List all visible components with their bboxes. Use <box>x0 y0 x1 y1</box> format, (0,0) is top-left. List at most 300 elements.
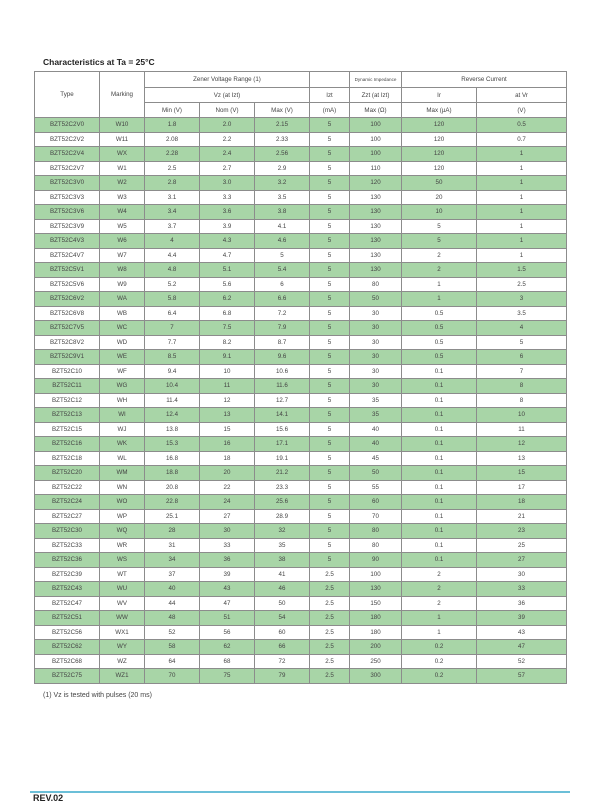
cell-vz-max: 60 <box>255 625 310 640</box>
cell-vz-min: 18.8 <box>145 466 200 481</box>
header-min: Min (V) <box>145 103 200 118</box>
cell-zzt-max: 30 <box>350 379 402 394</box>
characteristics-table <box>34 71 567 684</box>
cell-vz-nom: 36 <box>200 553 255 568</box>
header-izt-unit: (mA) <box>310 103 350 118</box>
cell-zzt-max: 130 <box>350 582 402 597</box>
cell-vz-max: 2.56 <box>255 147 310 162</box>
cell-vz-min: 4 <box>145 234 200 249</box>
cell-type: BZT52C68 <box>35 654 100 669</box>
cell-vz-nom: 16 <box>200 437 255 452</box>
cell-vr: 13 <box>477 451 567 466</box>
cell-marking: WI <box>100 408 145 423</box>
cell-vz-nom: 62 <box>200 640 255 655</box>
cell-type: BZT52C4V3 <box>35 234 100 249</box>
cell-vz-nom: 5.6 <box>200 277 255 292</box>
cell-vr: 33 <box>477 582 567 597</box>
cell-vr: 10 <box>477 408 567 423</box>
cell-izt: 5 <box>310 321 350 336</box>
cell-izt: 5 <box>310 292 350 307</box>
table-row <box>35 306 567 321</box>
cell-vz-nom: 3.6 <box>200 205 255 220</box>
cell-zzt-max: 180 <box>350 611 402 626</box>
cell-vr: 1 <box>477 219 567 234</box>
cell-izt: 5 <box>310 335 350 350</box>
table-row <box>35 553 567 568</box>
cell-vz-nom: 47 <box>200 596 255 611</box>
cell-type: BZT52C18 <box>35 451 100 466</box>
cell-ir-max: 0.5 <box>402 321 477 336</box>
table-row <box>35 451 567 466</box>
cell-izt: 5 <box>310 176 350 191</box>
cell-zzt-max: 130 <box>350 205 402 220</box>
table-row <box>35 538 567 553</box>
cell-vr: 12 <box>477 437 567 452</box>
cell-vz-max: 6 <box>255 277 310 292</box>
cell-ir-max: 0.2 <box>402 640 477 655</box>
cell-marking: WC <box>100 321 145 336</box>
cell-type: BZT52C3V0 <box>35 176 100 191</box>
cell-ir-max: 0.1 <box>402 466 477 481</box>
cell-izt: 5 <box>310 190 350 205</box>
cell-vz-nom: 13 <box>200 408 255 423</box>
cell-ir-max: 20 <box>402 190 477 205</box>
table-row <box>35 277 567 292</box>
cell-vz-max: 14.1 <box>255 408 310 423</box>
cell-vz-max: 38 <box>255 553 310 568</box>
cell-vz-max: 12.7 <box>255 393 310 408</box>
cell-zzt-max: 130 <box>350 234 402 249</box>
cell-vz-nom: 11 <box>200 379 255 394</box>
cell-zzt-max: 35 <box>350 408 402 423</box>
cell-zzt-max: 55 <box>350 480 402 495</box>
cell-vz-min: 48 <box>145 611 200 626</box>
cell-izt: 5 <box>310 205 350 220</box>
cell-izt: 5 <box>310 350 350 365</box>
cell-vr: 4 <box>477 321 567 336</box>
cell-vz-max: 11.6 <box>255 379 310 394</box>
cell-vz-max: 6.6 <box>255 292 310 307</box>
cell-marking: W6 <box>100 234 145 249</box>
cell-ir-max: 0.1 <box>402 524 477 539</box>
cell-type: BZT52C12 <box>35 393 100 408</box>
header-zzt-unit: Max (Ω) <box>350 103 402 118</box>
cell-vz-min: 15.3 <box>145 437 200 452</box>
cell-marking: WG <box>100 379 145 394</box>
cell-ir-max: 0.1 <box>402 553 477 568</box>
cell-vz-min: 12.4 <box>145 408 200 423</box>
cell-type: BZT52C56 <box>35 625 100 640</box>
cell-izt: 5 <box>310 495 350 510</box>
cell-vz-max: 2.9 <box>255 161 310 176</box>
cell-vz-nom: 2.0 <box>200 118 255 133</box>
cell-type: BZT52C62 <box>35 640 100 655</box>
cell-zzt-max: 30 <box>350 335 402 350</box>
cell-vz-nom: 39 <box>200 567 255 582</box>
cell-izt: 5 <box>310 147 350 162</box>
cell-vr: 1.5 <box>477 263 567 278</box>
cell-vz-min: 58 <box>145 640 200 655</box>
cell-vz-min: 4.8 <box>145 263 200 278</box>
header-nom: Nom (V) <box>200 103 255 118</box>
cell-vz-max: 5 <box>255 248 310 263</box>
cell-ir-max: 50 <box>402 176 477 191</box>
cell-marking: W3 <box>100 190 145 205</box>
table-row <box>35 263 567 278</box>
table-row <box>35 640 567 655</box>
cell-marking: W10 <box>100 118 145 133</box>
cell-vz-max: 8.7 <box>255 335 310 350</box>
cell-type: BZT52C2V4 <box>35 147 100 162</box>
cell-vz-max: 2.15 <box>255 118 310 133</box>
cell-marking: W9 <box>100 277 145 292</box>
header-vr-unit: (V) <box>477 103 567 118</box>
cell-vz-nom: 6.2 <box>200 292 255 307</box>
cell-marking: WX1 <box>100 625 145 640</box>
table-row <box>35 408 567 423</box>
cell-vz-min: 8.5 <box>145 350 200 365</box>
cell-vz-nom: 2.2 <box>200 132 255 147</box>
cell-vr: 52 <box>477 654 567 669</box>
cell-vr: 1 <box>477 234 567 249</box>
cell-type: BZT52C47 <box>35 596 100 611</box>
cell-vr: 1 <box>477 161 567 176</box>
cell-marking: WP <box>100 509 145 524</box>
cell-vz-min: 25.1 <box>145 509 200 524</box>
cell-vr: 21 <box>477 509 567 524</box>
cell-izt: 2.5 <box>310 669 350 684</box>
cell-vz-max: 41 <box>255 567 310 582</box>
cell-vz-max: 4.1 <box>255 219 310 234</box>
table-row <box>35 422 567 437</box>
page-revision: REV.02 <box>33 793 64 803</box>
cell-vz-min: 13.8 <box>145 422 200 437</box>
cell-vz-max: 23.3 <box>255 480 310 495</box>
cell-vz-max: 79 <box>255 669 310 684</box>
cell-marking: WZ1 <box>100 669 145 684</box>
cell-marking: WZ <box>100 654 145 669</box>
cell-marking: W8 <box>100 263 145 278</box>
cell-marking: W4 <box>100 205 145 220</box>
cell-vz-min: 2.08 <box>145 132 200 147</box>
header-ir-unit: Max (µA) <box>402 103 477 118</box>
cell-vz-max: 5.4 <box>255 263 310 278</box>
cell-vz-nom: 7.5 <box>200 321 255 336</box>
cell-izt: 5 <box>310 248 350 263</box>
cell-izt: 5 <box>310 524 350 539</box>
cell-zzt-max: 30 <box>350 306 402 321</box>
cell-zzt-max: 110 <box>350 161 402 176</box>
cell-vz-max: 2.33 <box>255 132 310 147</box>
cell-ir-max: 0.5 <box>402 350 477 365</box>
cell-type: BZT52C36 <box>35 553 100 568</box>
footnote: (1) Vz is tested with pulses (20 ms) <box>43 692 152 699</box>
cell-ir-max: 0.1 <box>402 509 477 524</box>
cell-ir-max: 1 <box>402 611 477 626</box>
cell-ir-max: 0.1 <box>402 422 477 437</box>
table-row <box>35 379 567 394</box>
header-marking: Marking <box>100 72 145 118</box>
cell-marking: WF <box>100 364 145 379</box>
cell-type: BZT52C3V9 <box>35 219 100 234</box>
cell-marking: WT <box>100 567 145 582</box>
table-row <box>35 669 567 684</box>
cell-izt: 2.5 <box>310 611 350 626</box>
cell-zzt-max: 100 <box>350 132 402 147</box>
cell-izt: 5 <box>310 263 350 278</box>
cell-ir-max: 0.2 <box>402 669 477 684</box>
header-zzt: Zzt (at Izt) <box>350 88 402 103</box>
cell-vz-min: 16.8 <box>145 451 200 466</box>
cell-vr: 25 <box>477 538 567 553</box>
cell-vr: 1 <box>477 248 567 263</box>
table-row <box>35 147 567 162</box>
cell-ir-max: 120 <box>402 147 477 162</box>
cell-vr: 43 <box>477 625 567 640</box>
cell-izt: 2.5 <box>310 640 350 655</box>
cell-vr: 30 <box>477 567 567 582</box>
cell-vr: 1 <box>477 205 567 220</box>
cell-type: BZT52C3V3 <box>35 190 100 205</box>
table-row <box>35 466 567 481</box>
cell-vz-min: 20.8 <box>145 480 200 495</box>
cell-zzt-max: 120 <box>350 176 402 191</box>
cell-vz-max: 21.2 <box>255 466 310 481</box>
cell-izt: 5 <box>310 219 350 234</box>
cell-vz-min: 3.7 <box>145 219 200 234</box>
cell-type: BZT52C4V7 <box>35 248 100 263</box>
cell-ir-max: 0.1 <box>402 437 477 452</box>
table-row <box>35 190 567 205</box>
cell-izt: 2.5 <box>310 625 350 640</box>
cell-ir-max: 120 <box>402 161 477 176</box>
cell-marking: WB <box>100 306 145 321</box>
cell-vz-max: 15.6 <box>255 422 310 437</box>
header-zener-voltage-range: Zener Voltage Range (1) <box>145 72 310 88</box>
cell-vz-nom: 30 <box>200 524 255 539</box>
cell-zzt-max: 40 <box>350 422 402 437</box>
cell-vz-min: 11.4 <box>145 393 200 408</box>
cell-vz-min: 2.8 <box>145 176 200 191</box>
cell-marking: WY <box>100 640 145 655</box>
cell-vz-min: 7 <box>145 321 200 336</box>
table-row <box>35 495 567 510</box>
cell-vr: 2.5 <box>477 277 567 292</box>
cell-vz-max: 25.6 <box>255 495 310 510</box>
cell-vz-max: 7.2 <box>255 306 310 321</box>
cell-vz-min: 4.4 <box>145 248 200 263</box>
table-row <box>35 611 567 626</box>
header-vz-at-izt: Vz (at Izt) <box>145 88 310 103</box>
cell-izt: 2.5 <box>310 654 350 669</box>
cell-vz-max: 3.5 <box>255 190 310 205</box>
cell-marking: WU <box>100 582 145 597</box>
cell-vr: 11 <box>477 422 567 437</box>
cell-ir-max: 0.1 <box>402 364 477 379</box>
cell-vr: 5 <box>477 335 567 350</box>
cell-vz-nom: 24 <box>200 495 255 510</box>
cell-izt: 5 <box>310 379 350 394</box>
cell-type: BZT52C33 <box>35 538 100 553</box>
cell-ir-max: 0.1 <box>402 451 477 466</box>
cell-vz-min: 10.4 <box>145 379 200 394</box>
cell-vr: 1 <box>477 176 567 191</box>
cell-type: BZT52C10 <box>35 364 100 379</box>
header-at-vr: at Vr <box>477 88 567 103</box>
cell-vz-nom: 9.1 <box>200 350 255 365</box>
cell-zzt-max: 70 <box>350 509 402 524</box>
cell-vz-min: 64 <box>145 654 200 669</box>
cell-ir-max: 0.1 <box>402 495 477 510</box>
cell-type: BZT52C43 <box>35 582 100 597</box>
cell-vz-nom: 20 <box>200 466 255 481</box>
cell-zzt-max: 80 <box>350 277 402 292</box>
cell-vz-min: 3.4 <box>145 205 200 220</box>
cell-vz-min: 40 <box>145 582 200 597</box>
table-row <box>35 248 567 263</box>
cell-vz-max: 9.6 <box>255 350 310 365</box>
cell-vr: 47 <box>477 640 567 655</box>
cell-vz-nom: 10 <box>200 364 255 379</box>
header-izt: Izt <box>310 88 350 103</box>
cell-ir-max: 0.1 <box>402 480 477 495</box>
cell-vr: 39 <box>477 611 567 626</box>
cell-vr: 15 <box>477 466 567 481</box>
cell-type: BZT52C3V6 <box>35 205 100 220</box>
cell-marking: W1 <box>100 161 145 176</box>
cell-marking: WD <box>100 335 145 350</box>
cell-vz-nom: 18 <box>200 451 255 466</box>
cell-vz-min: 22.8 <box>145 495 200 510</box>
cell-vz-nom: 3.9 <box>200 219 255 234</box>
cell-marking: WM <box>100 466 145 481</box>
cell-vr: 8 <box>477 393 567 408</box>
table-row <box>35 625 567 640</box>
cell-vz-max: 7.9 <box>255 321 310 336</box>
table-row <box>35 205 567 220</box>
cell-type: BZT52C24 <box>35 495 100 510</box>
header-dynamic-impedance: Dynamic Impedance <box>350 72 402 88</box>
header-max: Max (V) <box>255 103 310 118</box>
cell-izt: 2.5 <box>310 567 350 582</box>
table-row <box>35 350 567 365</box>
cell-ir-max: 0.1 <box>402 379 477 394</box>
cell-ir-max: 5 <box>402 234 477 249</box>
cell-vr: 1 <box>477 190 567 205</box>
cell-zzt-max: 200 <box>350 640 402 655</box>
cell-zzt-max: 45 <box>350 451 402 466</box>
cell-izt: 5 <box>310 132 350 147</box>
cell-vr: 0.5 <box>477 118 567 133</box>
cell-ir-max: 0.2 <box>402 654 477 669</box>
cell-zzt-max: 30 <box>350 350 402 365</box>
cell-ir-max: 120 <box>402 118 477 133</box>
cell-zzt-max: 130 <box>350 190 402 205</box>
cell-vz-max: 17.1 <box>255 437 310 452</box>
cell-type: BZT52C6V2 <box>35 292 100 307</box>
cell-zzt-max: 50 <box>350 292 402 307</box>
cell-marking: WE <box>100 350 145 365</box>
cell-ir-max: 0.1 <box>402 393 477 408</box>
cell-type: BZT52C9V1 <box>35 350 100 365</box>
cell-zzt-max: 300 <box>350 669 402 684</box>
cell-vz-nom: 5.1 <box>200 263 255 278</box>
cell-marking: WL <box>100 451 145 466</box>
table-row <box>35 321 567 336</box>
table-row <box>35 176 567 191</box>
cell-izt: 5 <box>310 161 350 176</box>
cell-vz-max: 3.2 <box>255 176 310 191</box>
cell-zzt-max: 180 <box>350 625 402 640</box>
cell-marking: WJ <box>100 422 145 437</box>
header-ir: Ir <box>402 88 477 103</box>
cell-vz-max: 4.6 <box>255 234 310 249</box>
cell-vz-max: 28.9 <box>255 509 310 524</box>
cell-marking: WA <box>100 292 145 307</box>
cell-vz-min: 52 <box>145 625 200 640</box>
cell-zzt-max: 130 <box>350 263 402 278</box>
cell-ir-max: 1 <box>402 292 477 307</box>
cell-zzt-max: 30 <box>350 321 402 336</box>
cell-vz-min: 3.1 <box>145 190 200 205</box>
table-row <box>35 480 567 495</box>
cell-marking: WV <box>100 596 145 611</box>
cell-vz-nom: 15 <box>200 422 255 437</box>
cell-vz-min: 28 <box>145 524 200 539</box>
cell-zzt-max: 30 <box>350 364 402 379</box>
table-row <box>35 118 567 133</box>
cell-type: BZT52C22 <box>35 480 100 495</box>
cell-vz-nom: 75 <box>200 669 255 684</box>
cell-izt: 5 <box>310 451 350 466</box>
footer-divider <box>30 791 570 793</box>
cell-ir-max: 10 <box>402 205 477 220</box>
cell-vz-nom: 8.2 <box>200 335 255 350</box>
cell-vr: 3 <box>477 292 567 307</box>
cell-ir-max: 2 <box>402 567 477 582</box>
header-type: Type <box>35 72 100 118</box>
cell-vz-max: 72 <box>255 654 310 669</box>
cell-vz-nom: 2.7 <box>200 161 255 176</box>
cell-vz-min: 31 <box>145 538 200 553</box>
cell-vz-min: 44 <box>145 596 200 611</box>
cell-marking: WK <box>100 437 145 452</box>
cell-type: BZT52C15 <box>35 422 100 437</box>
cell-vz-nom: 22 <box>200 480 255 495</box>
cell-izt: 5 <box>310 466 350 481</box>
cell-type: BZT52C20 <box>35 466 100 481</box>
cell-vz-max: 66 <box>255 640 310 655</box>
cell-zzt-max: 130 <box>350 248 402 263</box>
cell-vz-nom: 27 <box>200 509 255 524</box>
header-izt-blank <box>310 72 350 88</box>
cell-type: BZT52C6V8 <box>35 306 100 321</box>
cell-vz-max: 46 <box>255 582 310 597</box>
cell-vz-nom: 43 <box>200 582 255 597</box>
cell-ir-max: 0.5 <box>402 335 477 350</box>
cell-ir-max: 1 <box>402 277 477 292</box>
cell-izt: 5 <box>310 538 350 553</box>
table-row <box>35 132 567 147</box>
cell-vr: 18 <box>477 495 567 510</box>
table-row <box>35 654 567 669</box>
cell-izt: 5 <box>310 509 350 524</box>
cell-zzt-max: 100 <box>350 118 402 133</box>
cell-vz-nom: 51 <box>200 611 255 626</box>
cell-vr: 36 <box>477 596 567 611</box>
cell-ir-max: 2 <box>402 596 477 611</box>
cell-izt: 5 <box>310 118 350 133</box>
